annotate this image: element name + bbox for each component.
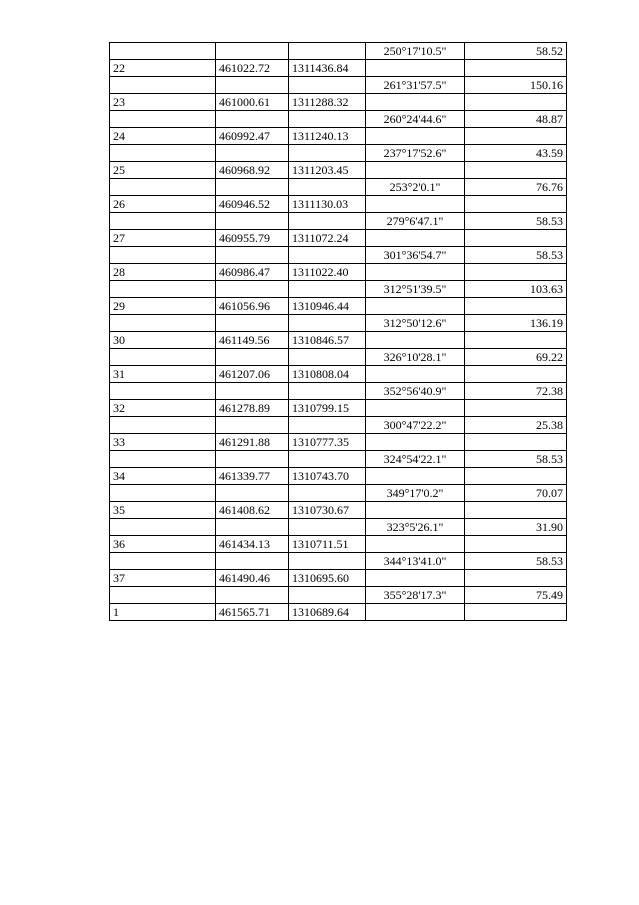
- point-number-cell: 22: [110, 60, 216, 77]
- x-coordinate-cell: [216, 485, 289, 502]
- x-coordinate-cell: 461149.56: [216, 332, 289, 349]
- y-coordinate-cell: [289, 281, 366, 298]
- direction-angle-cell: [366, 468, 465, 485]
- direction-angle-cell: 326°10'28.1": [366, 349, 465, 366]
- direction-angle-cell: [366, 230, 465, 247]
- x-coordinate-cell: 460946.52: [216, 196, 289, 213]
- point-number-cell: [110, 349, 216, 366]
- point-number-cell: 33: [110, 434, 216, 451]
- y-coordinate-cell: [289, 43, 366, 60]
- point-number-cell: [110, 485, 216, 502]
- y-coordinate-cell: [289, 553, 366, 570]
- direction-angle-cell: [366, 128, 465, 145]
- x-coordinate-cell: 460955.79: [216, 230, 289, 247]
- x-coordinate-cell: 461022.72: [216, 60, 289, 77]
- table-row: [110, 145, 567, 162]
- x-coordinate-cell: 461291.88: [216, 434, 289, 451]
- table-row: [110, 485, 567, 502]
- x-coordinate-cell: [216, 417, 289, 434]
- direction-angle-cell: [366, 264, 465, 281]
- table-row: [110, 213, 567, 230]
- x-coordinate-cell: [216, 77, 289, 94]
- direction-angle-cell: 344°13'41.0": [366, 553, 465, 570]
- y-coordinate-cell: 1311240.13: [289, 128, 366, 145]
- direction-angle-cell: 279°6'47.1": [366, 213, 465, 230]
- x-coordinate-cell: [216, 179, 289, 196]
- table-row: [110, 519, 567, 536]
- y-coordinate-cell: 1310799.15: [289, 400, 366, 417]
- distance-cell: 25.38: [465, 417, 567, 434]
- distance-cell: 48.87: [465, 111, 567, 128]
- y-coordinate-cell: 1310730.67: [289, 502, 366, 519]
- table-row: [110, 383, 567, 400]
- direction-angle-cell: 300°47'22.2": [366, 417, 465, 434]
- distance-cell: [465, 366, 567, 383]
- point-number-cell: 23: [110, 94, 216, 111]
- x-coordinate-cell: [216, 281, 289, 298]
- distance-cell: [465, 128, 567, 145]
- point-number-cell: 26: [110, 196, 216, 213]
- distance-cell: [465, 230, 567, 247]
- table-row: [110, 298, 567, 315]
- direction-angle-cell: 349°17'0.2": [366, 485, 465, 502]
- y-coordinate-cell: [289, 145, 366, 162]
- distance-cell: 136.19: [465, 315, 567, 332]
- point-number-cell: 31: [110, 366, 216, 383]
- x-coordinate-cell: 461278.89: [216, 400, 289, 417]
- table-row: [110, 400, 567, 417]
- y-coordinate-cell: [289, 485, 366, 502]
- table-row: [110, 43, 567, 60]
- point-number-cell: 24: [110, 128, 216, 145]
- x-coordinate-cell: 461339.77: [216, 468, 289, 485]
- y-coordinate-cell: [289, 349, 366, 366]
- x-coordinate-cell: [216, 383, 289, 400]
- distance-cell: [465, 468, 567, 485]
- table-row: [110, 162, 567, 179]
- y-coordinate-cell: [289, 179, 366, 196]
- direction-angle-cell: [366, 60, 465, 77]
- distance-cell: [465, 434, 567, 451]
- distance-cell: 69.22: [465, 349, 567, 366]
- table-row: [110, 77, 567, 94]
- y-coordinate-cell: [289, 315, 366, 332]
- point-number-cell: 34: [110, 468, 216, 485]
- y-coordinate-cell: 1311203.45: [289, 162, 366, 179]
- x-coordinate-cell: [216, 315, 289, 332]
- point-number-cell: 35: [110, 502, 216, 519]
- y-coordinate-cell: 1310846.57: [289, 332, 366, 349]
- distance-cell: [465, 332, 567, 349]
- x-coordinate-cell: [216, 451, 289, 468]
- x-coordinate-cell: [216, 553, 289, 570]
- direction-angle-cell: [366, 298, 465, 315]
- distance-cell: 150.16: [465, 77, 567, 94]
- x-coordinate-cell: 461000.61: [216, 94, 289, 111]
- point-number-cell: [110, 417, 216, 434]
- table-row: [110, 366, 567, 383]
- direction-angle-cell: [366, 536, 465, 553]
- direction-angle-cell: [366, 162, 465, 179]
- y-coordinate-cell: [289, 417, 366, 434]
- distance-cell: 58.53: [465, 451, 567, 468]
- table-row: [110, 179, 567, 196]
- table-row: [110, 570, 567, 587]
- x-coordinate-cell: [216, 247, 289, 264]
- table-row: [110, 434, 567, 451]
- table-row: [110, 417, 567, 434]
- y-coordinate-cell: 1310808.04: [289, 366, 366, 383]
- distance-cell: [465, 264, 567, 281]
- table-row: [110, 196, 567, 213]
- distance-cell: [465, 162, 567, 179]
- x-coordinate-cell: 460986.47: [216, 264, 289, 281]
- distance-cell: 58.53: [465, 213, 567, 230]
- point-number-cell: [110, 519, 216, 536]
- direction-angle-cell: 352°56'40.9": [366, 383, 465, 400]
- point-number-cell: [110, 247, 216, 264]
- y-coordinate-cell: [289, 77, 366, 94]
- x-coordinate-cell: 461490.46: [216, 570, 289, 587]
- point-number-cell: [110, 213, 216, 230]
- y-coordinate-cell: [289, 247, 366, 264]
- y-coordinate-cell: 1310777.35: [289, 434, 366, 451]
- x-coordinate-cell: [216, 213, 289, 230]
- table-row: [110, 604, 567, 621]
- table-row: [110, 349, 567, 366]
- direction-angle-cell: 312°51'39.5": [366, 281, 465, 298]
- y-coordinate-cell: 1311288.32: [289, 94, 366, 111]
- x-coordinate-cell: 460968.92: [216, 162, 289, 179]
- table-row: [110, 128, 567, 145]
- distance-cell: 76.76: [465, 179, 567, 196]
- x-coordinate-cell: [216, 519, 289, 536]
- distance-cell: [465, 400, 567, 417]
- y-coordinate-cell: 1310711.51: [289, 536, 366, 553]
- y-coordinate-cell: 1310695.60: [289, 570, 366, 587]
- y-coordinate-cell: [289, 519, 366, 536]
- y-coordinate-cell: 1310689.64: [289, 604, 366, 621]
- table-row: [110, 94, 567, 111]
- distance-cell: 58.53: [465, 247, 567, 264]
- direction-angle-cell: [366, 502, 465, 519]
- y-coordinate-cell: 1311022.40: [289, 264, 366, 281]
- x-coordinate-cell: 460992.47: [216, 128, 289, 145]
- y-coordinate-cell: [289, 451, 366, 468]
- table-row: [110, 264, 567, 281]
- distance-cell: [465, 60, 567, 77]
- point-number-cell: [110, 315, 216, 332]
- y-coordinate-cell: 1310743.70: [289, 468, 366, 485]
- y-coordinate-cell: 1311436.84: [289, 60, 366, 77]
- distance-cell: [465, 536, 567, 553]
- distance-cell: 58.52: [465, 43, 567, 60]
- x-coordinate-cell: 461408.62: [216, 502, 289, 519]
- x-coordinate-cell: [216, 349, 289, 366]
- y-coordinate-cell: 1310946.44: [289, 298, 366, 315]
- coordinates-table-body: [110, 43, 567, 621]
- coordinates-table: [109, 42, 567, 621]
- direction-angle-cell: 312°50'12.6": [366, 315, 465, 332]
- x-coordinate-cell: 461434.13: [216, 536, 289, 553]
- distance-cell: [465, 570, 567, 587]
- direction-angle-cell: [366, 94, 465, 111]
- table-row: [110, 468, 567, 485]
- table-row: [110, 230, 567, 247]
- x-coordinate-cell: [216, 43, 289, 60]
- point-number-cell: [110, 553, 216, 570]
- point-number-cell: 29: [110, 298, 216, 315]
- y-coordinate-cell: [289, 587, 366, 604]
- table-row: [110, 553, 567, 570]
- x-coordinate-cell: [216, 145, 289, 162]
- point-number-cell: 37: [110, 570, 216, 587]
- point-number-cell: [110, 587, 216, 604]
- point-number-cell: [110, 77, 216, 94]
- table-row: [110, 536, 567, 553]
- x-coordinate-cell: 461565.71: [216, 604, 289, 621]
- table-row: [110, 332, 567, 349]
- distance-cell: [465, 502, 567, 519]
- table-row: [110, 281, 567, 298]
- point-number-cell: 27: [110, 230, 216, 247]
- y-coordinate-cell: 1311130.03: [289, 196, 366, 213]
- distance-cell: [465, 94, 567, 111]
- table-row: [110, 451, 567, 468]
- point-number-cell: 30: [110, 332, 216, 349]
- distance-cell: [465, 298, 567, 315]
- x-coordinate-cell: 461056.96: [216, 298, 289, 315]
- direction-angle-cell: [366, 604, 465, 621]
- point-number-cell: 28: [110, 264, 216, 281]
- direction-angle-cell: 323°5'26.1": [366, 519, 465, 536]
- point-number-cell: [110, 43, 216, 60]
- direction-angle-cell: 261°31'57.5": [366, 77, 465, 94]
- direction-angle-cell: [366, 434, 465, 451]
- point-number-cell: [110, 111, 216, 128]
- distance-cell: 72.38: [465, 383, 567, 400]
- y-coordinate-cell: 1311072.24: [289, 230, 366, 247]
- direction-angle-cell: 301°36'54.7": [366, 247, 465, 264]
- direction-angle-cell: [366, 366, 465, 383]
- table-row: [110, 247, 567, 264]
- direction-angle-cell: [366, 196, 465, 213]
- distance-cell: 70.07: [465, 485, 567, 502]
- point-number-cell: [110, 145, 216, 162]
- x-coordinate-cell: 461207.06: [216, 366, 289, 383]
- y-coordinate-cell: [289, 213, 366, 230]
- table-row: [110, 315, 567, 332]
- x-coordinate-cell: [216, 587, 289, 604]
- direction-angle-cell: 250°17'10.5": [366, 43, 465, 60]
- table-row: [110, 587, 567, 604]
- table-row: [110, 111, 567, 128]
- distance-cell: 75.49: [465, 587, 567, 604]
- distance-cell: 43.59: [465, 145, 567, 162]
- point-number-cell: [110, 281, 216, 298]
- y-coordinate-cell: [289, 111, 366, 128]
- point-number-cell: 25: [110, 162, 216, 179]
- point-number-cell: 1: [110, 604, 216, 621]
- direction-angle-cell: 237°17'52.6": [366, 145, 465, 162]
- x-coordinate-cell: [216, 111, 289, 128]
- direction-angle-cell: 324°54'22.1": [366, 451, 465, 468]
- point-number-cell: 36: [110, 536, 216, 553]
- distance-cell: 31.90: [465, 519, 567, 536]
- table-row: [110, 502, 567, 519]
- distance-cell: 58.53: [465, 553, 567, 570]
- distance-cell: 103.63: [465, 281, 567, 298]
- direction-angle-cell: [366, 400, 465, 417]
- table-row: [110, 60, 567, 77]
- distance-cell: [465, 196, 567, 213]
- direction-angle-cell: 260°24'44.6": [366, 111, 465, 128]
- point-number-cell: [110, 179, 216, 196]
- point-number-cell: [110, 451, 216, 468]
- direction-angle-cell: 355°28'17.3": [366, 587, 465, 604]
- point-number-cell: 32: [110, 400, 216, 417]
- direction-angle-cell: [366, 332, 465, 349]
- direction-angle-cell: [366, 570, 465, 587]
- distance-cell: [465, 604, 567, 621]
- y-coordinate-cell: [289, 383, 366, 400]
- direction-angle-cell: 253°2'0.1": [366, 179, 465, 196]
- point-number-cell: [110, 383, 216, 400]
